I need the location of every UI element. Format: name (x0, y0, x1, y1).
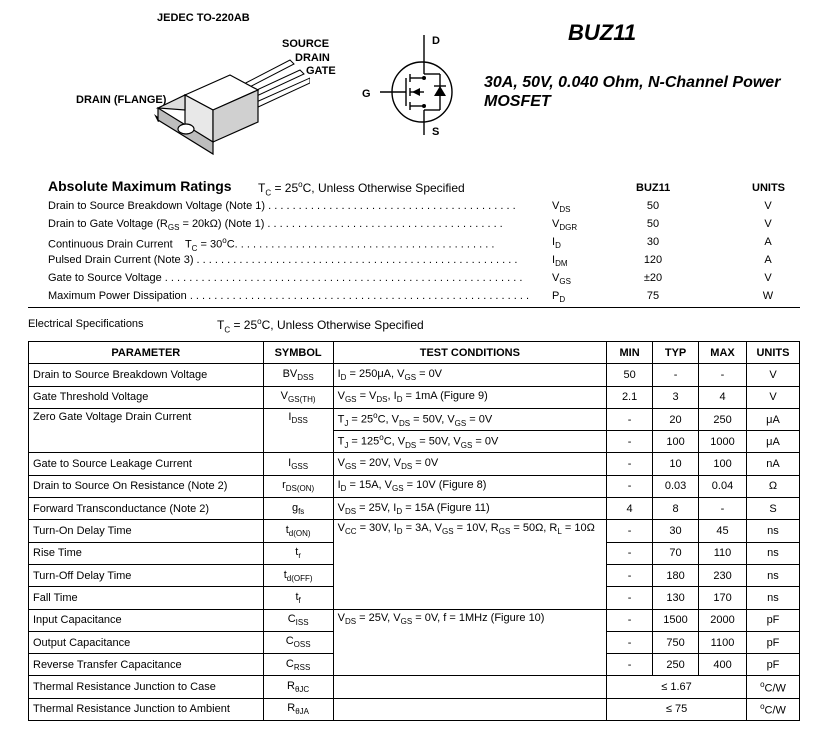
spec-max: 250 (699, 408, 747, 430)
spec-symbol: $R_{\theta JA}$ (263, 698, 333, 720)
spec-cond: $V_{DS} = 25V$, $V_{GS} = 0V$, f = 1MHz (Figure 10) (333, 609, 607, 676)
amr-row-symbol: $V_{DS}$ (552, 200, 571, 215)
symbol-s-label: S (432, 126, 440, 138)
spec-symbol: $t_{d(ON)}$ (263, 520, 333, 542)
spec-symbol: $I_{GSS}$ (263, 453, 333, 475)
spec-min: - (607, 408, 653, 430)
table-row (29, 364, 800, 386)
amr-row (48, 254, 798, 272)
spec-typ: 0.03 (653, 475, 699, 497)
spec-typ: 180 (653, 564, 699, 586)
amr-row (48, 218, 798, 236)
table-row (29, 408, 800, 430)
spec-col-header: TYP (653, 342, 699, 364)
spec-unit: nA (746, 453, 799, 475)
amr-row-desc: Pulsed Drain Current (Note 3) . . . . . . . . . . . . . . . . . . . . . . . . . . . . . . . . . . . . . . . . . . . . . . . . . . . . . (48, 254, 518, 266)
table-row (29, 698, 800, 720)
elec-condition: $T_C = 25^oC$, Unless Otherwise Specified (217, 317, 424, 335)
spec-unit: S (746, 498, 799, 520)
spec-merged-value: ≤ 75 (607, 698, 747, 720)
spec-param: Forward Transconductance (Note 2) (29, 498, 264, 520)
amr-row-symbol: $V_{GS}$ (552, 272, 571, 287)
amr-row (48, 200, 798, 218)
amr-row-unit: V (764, 272, 772, 284)
spec-param: Thermal Resistance Junction to Ambient (29, 698, 264, 720)
spec-cond (333, 676, 607, 698)
spec-unit: $^o$C/W (746, 698, 799, 720)
amr-col-units: UNITS (752, 182, 785, 194)
table-row (29, 676, 800, 698)
spec-symbol: $I_{DSS}$ (263, 408, 333, 453)
spec-param: Turn-On Delay Time (29, 520, 264, 542)
amr-row-desc: Maximum Power Dissipation . . . . . . . . . . . . . . . . . . . . . . . . . . . . . . . . . . . . . . . . . . . . . . . . . . . . . . . . (48, 290, 530, 302)
part-number-title: BUZ11 (568, 20, 637, 45)
spec-max: 230 (699, 564, 747, 586)
spec-cond: $V_{CC} = 30V$, $I_D = 3A$, $V_{GS} = 10V$, $R_{GS} = 50\Omega$, $R_L = 10\Omega$ (333, 520, 607, 609)
spec-typ: 70 (653, 542, 699, 564)
spec-param: Gate Threshold Voltage (29, 386, 264, 408)
amr-row-unit: V (764, 200, 772, 212)
spec-typ: 750 (653, 631, 699, 653)
spec-symbol: $t_f$ (263, 587, 333, 609)
package-label: JEDEC TO-220AB (157, 12, 250, 24)
spec-max: 45 (699, 520, 747, 542)
amr-row-value: ±20 (643, 272, 663, 284)
spec-unit: μA (746, 408, 799, 430)
spec-min: - (607, 431, 653, 453)
table-row (29, 609, 800, 631)
spec-max: - (699, 498, 747, 520)
spec-unit: μA (746, 431, 799, 453)
amr-row (48, 290, 798, 308)
spec-min: - (607, 654, 653, 676)
spec-symbol: $t_r$ (263, 542, 333, 564)
amr-row-value: 50 (646, 200, 660, 212)
table-row (29, 498, 800, 520)
spec-max: 1000 (699, 431, 747, 453)
spec-cond: $V_{GS} = V_{DS}$, $I_D = 1mA$ (Figure 9) (333, 386, 607, 408)
spec-cond: $I_D = 250\mu A$, $V_{GS} = 0V$ (333, 364, 607, 386)
spec-symbol: $t_{d(OFF)}$ (263, 564, 333, 586)
amr-row-value: 30 (646, 236, 660, 248)
amr-row-desc: Drain to Gate Voltage $(R_{GS} = 20k\Omega)$ (Note 1) . . . . . . . . . . . . . . . . . . . . . . . . . . . . . . . . . . . . . . . (48, 218, 503, 233)
spec-cond: $V_{DS} = 25V$, $I_D = 15A$ (Figure 11) (333, 498, 607, 520)
table-row (29, 475, 800, 497)
spec-col-header: MAX (699, 342, 747, 364)
spec-param: Zero Gate Voltage Drain Current (29, 408, 264, 453)
spec-param: Thermal Resistance Junction to Case (29, 676, 264, 698)
spec-typ: 100 (653, 431, 699, 453)
spec-typ: 8 (653, 498, 699, 520)
spec-param: Input Capacitance (29, 609, 264, 631)
spec-param: Turn-Off Delay Time (29, 564, 264, 586)
spec-symbol: $V_{GS(TH)}$ (263, 386, 333, 408)
spec-typ: 20 (653, 408, 699, 430)
amr-row-unit: V (764, 218, 772, 230)
amr-row-desc: Continuous Drain Current $T_C = 30^oC$. . . . . . . . . . . . . . . . . . . . . . . . . . . . . . . . . . . . . . . . . . . (48, 236, 495, 253)
table-row (29, 386, 800, 408)
to220-package-drawing (140, 50, 310, 160)
description-line2: MOSFET (484, 93, 551, 110)
spec-typ: - (653, 364, 699, 386)
spec-max: 1100 (699, 631, 747, 653)
spec-param: Gate to Source Leakage Current (29, 453, 264, 475)
description-line1: 30A, 50V, 0.040 Ohm, N-Channel Power (484, 74, 781, 91)
spec-min: - (607, 587, 653, 609)
spec-max: 4 (699, 386, 747, 408)
amr-row-value: 120 (643, 254, 663, 266)
spec-typ: 10 (653, 453, 699, 475)
electrical-spec-table (28, 341, 800, 721)
spec-min: 50 (607, 364, 653, 386)
amr-row-unit: W (762, 290, 774, 302)
spec-unit: pF (746, 654, 799, 676)
pin-drain-label: DRAIN (295, 52, 330, 64)
amr-row-unit: A (764, 236, 772, 248)
spec-cond (333, 698, 607, 720)
spec-symbol: $C_{RSS}$ (263, 654, 333, 676)
spec-symbol: $R_{\theta JC}$ (263, 676, 333, 698)
spec-min: - (607, 475, 653, 497)
spec-param: Fall Time (29, 587, 264, 609)
spec-unit: $^o$C/W (746, 676, 799, 698)
spec-cond: $V_{GS} = 20V$, $V_{DS} = 0V$ (333, 453, 607, 475)
amr-row-value: 50 (646, 218, 660, 230)
spec-unit: ns (746, 542, 799, 564)
spec-unit: ns (746, 564, 799, 586)
symbol-d-label: D (432, 35, 440, 47)
pin-gate-label: GATE (306, 65, 336, 77)
spec-max: 100 (699, 453, 747, 475)
spec-min: - (607, 520, 653, 542)
spec-symbol: $BV_{DSS}$ (263, 364, 333, 386)
spec-cond: $I_D = 15A$, $V_{GS} = 10V$ (Figure 8) (333, 475, 607, 497)
spec-typ: 3 (653, 386, 699, 408)
section-divider (28, 307, 800, 308)
spec-max: 2000 (699, 609, 747, 631)
table-row (29, 453, 800, 475)
spec-merged-value: ≤ 1.67 (607, 676, 747, 698)
spec-typ: 130 (653, 587, 699, 609)
spec-unit: pF (746, 631, 799, 653)
spec-param: Reverse Transfer Capacitance (29, 654, 264, 676)
spec-symbol: $g_{fs}$ (263, 498, 333, 520)
symbol-g-label: G (362, 88, 371, 100)
amr-condition: $T_C = 25^oC$, Unless Otherwise Specified (258, 180, 465, 198)
spec-param: Rise Time (29, 542, 264, 564)
flange-label: DRAIN (FLANGE) (76, 94, 167, 106)
amr-row-desc: Drain to Source Breakdown Voltage (Note 1) . . . . . . . . . . . . . . . . . . . . . . . . . . . . . . . . . . . . . . . . . (48, 200, 516, 212)
spec-min: - (607, 609, 653, 631)
spec-max: 0.04 (699, 475, 747, 497)
amr-row-symbol: $V_{DGR}$ (552, 218, 578, 233)
spec-col-header: MIN (607, 342, 653, 364)
spec-col-header: UNITS (746, 342, 799, 364)
pin-source-label: SOURCE (282, 38, 330, 50)
spec-param: Output Capacitance (29, 631, 264, 653)
spec-min: - (607, 631, 653, 653)
mosfet-symbol-icon (370, 30, 470, 140)
spec-cond: $T_J = 125^oC$, $V_{DS} = 50V$, $V_{GS} = 0V$ (333, 431, 607, 453)
elec-title: Electrical Specifications (28, 318, 144, 330)
spec-min: - (607, 564, 653, 586)
table-row (29, 520, 800, 542)
spec-cond: $T_J = 25^oC$, $V_{DS} = 50V$, $V_{GS} = 0V$ (333, 408, 607, 430)
spec-min: 2.1 (607, 386, 653, 408)
amr-row-symbol: $I_{DM}$ (552, 254, 568, 269)
spec-max: 400 (699, 654, 747, 676)
spec-symbol: $C_{OSS}$ (263, 631, 333, 653)
spec-unit: ns (746, 520, 799, 542)
spec-max: 170 (699, 587, 747, 609)
amr-row-symbol: $P_D$ (552, 290, 566, 305)
amr-row (48, 272, 798, 290)
amr-heading: Absolute Maximum Ratings (48, 178, 232, 194)
spec-unit: ns (746, 587, 799, 609)
spec-col-header: SYMBOL (263, 342, 333, 364)
amr-row-value: 75 (646, 290, 660, 302)
spec-min: - (607, 453, 653, 475)
spec-typ: 30 (653, 520, 699, 542)
spec-col-header: PARAMETER (29, 342, 264, 364)
spec-param: Drain to Source On Resistance (Note 2) (29, 475, 264, 497)
spec-min: - (607, 542, 653, 564)
amr-row-unit: A (764, 254, 772, 266)
spec-unit: V (746, 386, 799, 408)
spec-min: 4 (607, 498, 653, 520)
spec-max: 110 (699, 542, 747, 564)
spec-typ: 250 (653, 654, 699, 676)
spec-unit: V (746, 364, 799, 386)
amr-row-symbol: $I_D$ (552, 236, 561, 251)
spec-unit: Ω (746, 475, 799, 497)
spec-symbol: $r_{DS(ON)}$ (263, 475, 333, 497)
amr-col-part: BUZ11 (636, 182, 671, 194)
spec-unit: pF (746, 609, 799, 631)
amr-row (48, 236, 798, 254)
spec-max: - (699, 364, 747, 386)
spec-symbol: $C_{ISS}$ (263, 609, 333, 631)
spec-col-header: TEST CONDITIONS (333, 342, 607, 364)
amr-row-desc: Gate to Source Voltage . . . . . . . . . . . . . . . . . . . . . . . . . . . . . . . . . . . . . . . . . . . . . . . . . . . . . . . . . . . (48, 272, 523, 284)
spec-typ: 1500 (653, 609, 699, 631)
spec-param: Drain to Source Breakdown Voltage (29, 364, 264, 386)
